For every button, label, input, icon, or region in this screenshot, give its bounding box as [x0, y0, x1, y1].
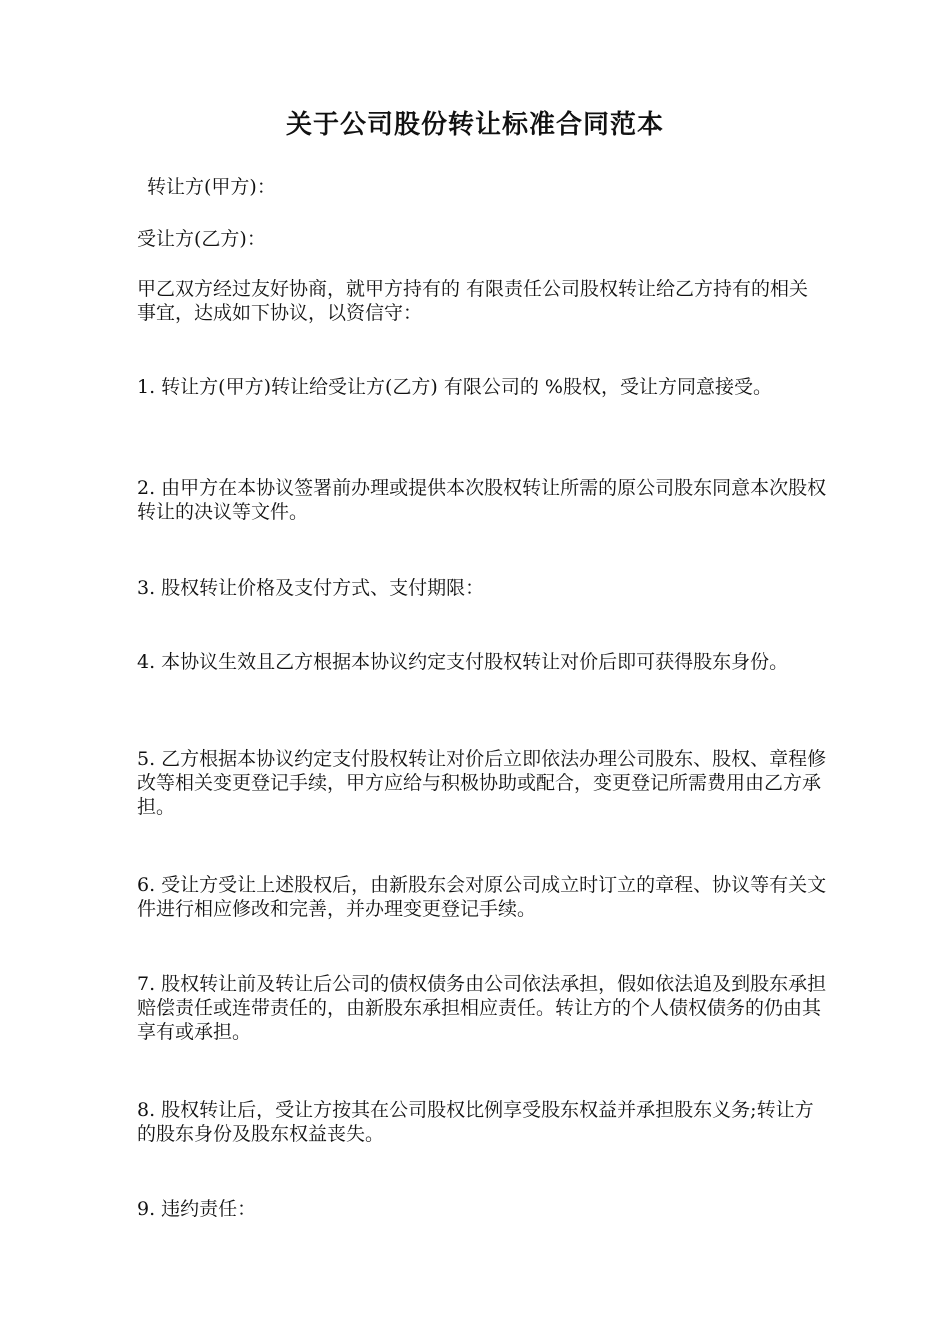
clause-5: 5. 乙方根据本协议约定支付股权转让对价后立即依法办理公司股东、股权、章程修改等相关变更登记手续，甲方应给与积极协助或配合，变更登记所需费用由乙方承担。 — [137, 748, 827, 818]
clause-6: 6. 受让方受让上述股权后，由新股东会对原公司成立时订立的章程、协议等有关文件进行相应修改和完善，并办理变更登记手续。 — [137, 874, 827, 920]
transferee-line: 受让方(乙方)： — [137, 228, 266, 250]
transferor-line: 转让方(甲方)： — [147, 176, 276, 198]
clause-4: 4. 本协议生效且乙方根据本协议约定支付股权转让对价后即可获得股东身份。 — [137, 651, 789, 673]
page-title: 关于公司股份转让标准合同范本 — [285, 110, 664, 140]
clause-3: 3. 股权转让价格及支付方式、支付期限： — [137, 577, 485, 599]
intro-paragraph: 甲乙双方经过友好协商，就甲方持有的 有限责任公司股权转让给乙方持有的相关事宜，达成如下协议，以资信守： — [137, 278, 809, 324]
clause-8: 8. 股权转让后，受让方按其在公司股权比例享受股东权益并承担股东义务;转让方的股东身份及股东权益丧失。 — [137, 1099, 814, 1145]
clause-2: 2. 由甲方在本协议签署前办理或提供本次股权转让所需的原公司股东同意本次股权转让的决议等文件。 — [137, 477, 827, 523]
clause-7: 7. 股权转让前及转让后公司的债权债务由公司依法承担，假如依法追及到股东承担赔偿责任或连带责任的，由新股东承担相应责任。转让方的个人债权债务的仍由其享有或承担。 — [137, 973, 827, 1043]
clause-1: 1. 转让方(甲方)转让给受让方(乙方) 有限公司的 %股权，受让方同意接受。 — [137, 376, 772, 398]
clause-9: 9. 违约责任： — [137, 1198, 257, 1220]
